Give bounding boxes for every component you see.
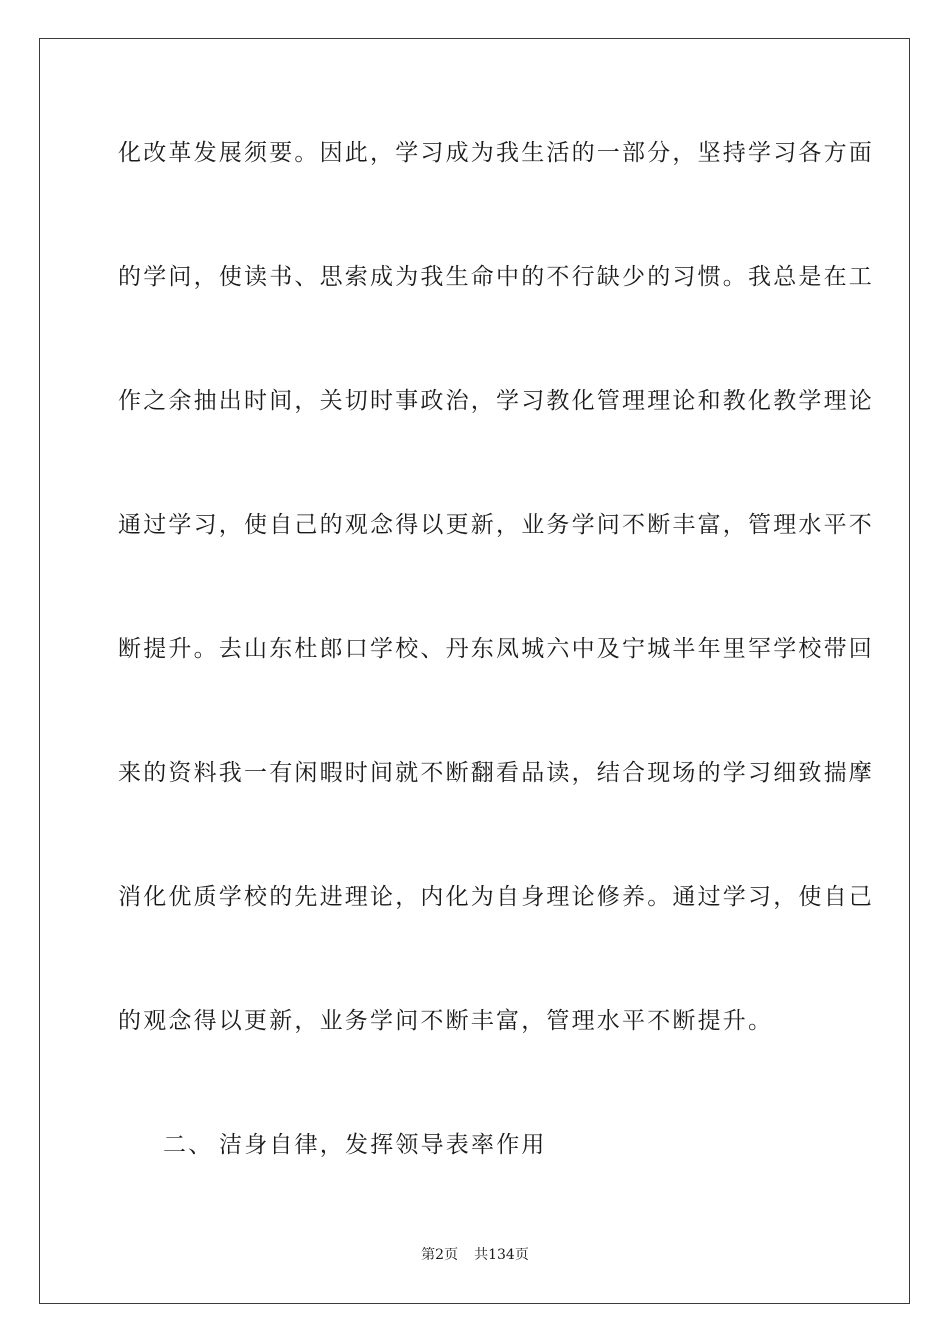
body-line-6: 来的资料我一有闲暇时间就不断翻看品读，结合现场的学习细致揣摩 bbox=[118, 760, 874, 786]
body-line-8: 的观念得以更新，业务学问不断丰富，管理水平不断提升。 bbox=[118, 1008, 774, 1034]
body-line-1: 化改革发展须要。因此，学习成为我生活的一部分，坚持学习各方面 bbox=[118, 140, 874, 166]
body-line-7: 消化优质学校的先进理论，内化为自身理论修养。通过学习，使自己 bbox=[118, 884, 874, 910]
section-heading-text: 洁身自律，发挥领导表率作用 bbox=[219, 1132, 547, 1158]
body-line-2: 的学问，使读书、思索成为我生命中的不行缺少的习惯。我总是在工 bbox=[118, 264, 874, 290]
page-border bbox=[39, 38, 910, 1304]
page-number: 第2页 bbox=[421, 1247, 459, 1263]
section-heading bbox=[163, 1130, 547, 1160]
body-line-5: 断提升。去山东杜郎口学校、丹东凤城六中及宁城半年里罕学校带回 bbox=[118, 636, 874, 662]
body-line-4: 通过学习，使自己的观念得以更新，业务学问不断丰富，管理水平不 bbox=[118, 512, 874, 538]
section-heading-number: 二、 bbox=[163, 1132, 214, 1158]
page-footer bbox=[0, 1246, 950, 1264]
body-line-3: 作之余抽出时间，关切时事政治，学习教化管理理论和教化教学理论 bbox=[118, 388, 874, 414]
page-total: 共134页 bbox=[474, 1247, 529, 1263]
